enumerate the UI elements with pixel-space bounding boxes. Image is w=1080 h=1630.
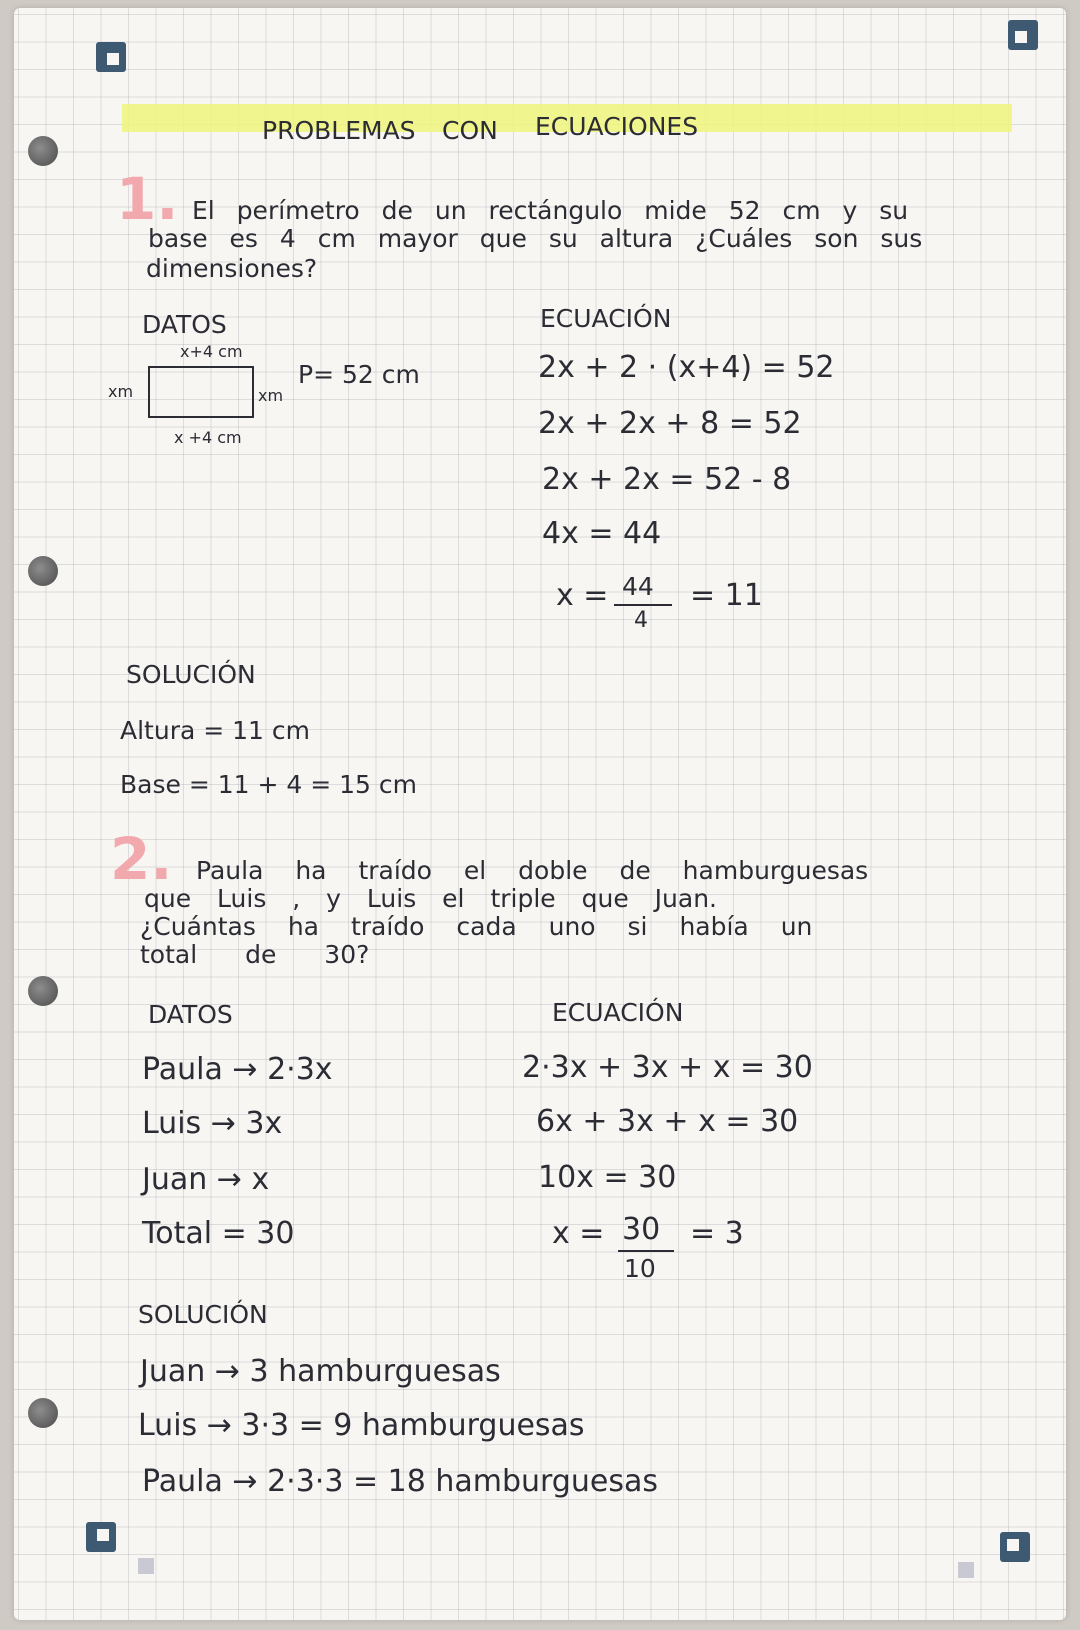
problem-statement: que Luis , y Luis el triple que Juan. [144, 884, 717, 913]
equation-step: 2x + 2 · (x+4) = 52 [538, 350, 835, 385]
fraction-bar [618, 1250, 674, 1252]
equation-step: 6x + 3x + x = 30 [536, 1104, 799, 1139]
problem-statement: base es 4 cm mayor que su altura ¿Cuáles son sus [148, 224, 923, 253]
solution-line: Juan → 3 hamburguesas [140, 1354, 501, 1389]
equation-result: = 3 [690, 1216, 744, 1251]
solucion-label: SOLUCIÓN [138, 1300, 268, 1329]
equation-step: x = [556, 578, 609, 613]
datos-line: Juan → x [142, 1162, 270, 1197]
rect-bottom-label: x +4 cm [174, 428, 242, 447]
fraction-numerator: 44 [622, 572, 654, 601]
rect-right-label: xm [258, 386, 284, 405]
datos-label: DATOS [148, 1000, 233, 1029]
solution-line: Paula → 2·3·3 = 18 hamburguesas [142, 1464, 658, 1499]
equation-step: 2·3x + 3x + x = 30 [522, 1050, 813, 1085]
page-square-mark [138, 1558, 154, 1574]
binder-hole [28, 136, 58, 166]
equation-step: 2x + 2x = 52 - 8 [542, 462, 792, 497]
binder-hole [28, 1398, 58, 1428]
corner-mark-icon [86, 1522, 116, 1552]
ecuacion-label: ECUACIÓN [540, 304, 672, 333]
title-word: PROBLEMAS [262, 116, 416, 145]
problem-statement: ¿Cuántas ha traído cada uno si había un [140, 912, 813, 941]
corner-mark-icon [1008, 20, 1038, 50]
solution-line: Luis → 3·3 = 9 hamburguesas [138, 1408, 585, 1443]
title-word: CON [442, 116, 498, 145]
problem-statement: Paula ha traído el doble de hamburguesas [196, 856, 869, 885]
rect-top-label: x+4 cm [180, 342, 243, 361]
datos-line: Total = 30 [142, 1216, 295, 1251]
problem-statement: El perímetro de un rectángulo mide 52 cm y su [192, 196, 909, 225]
equation-step: x = [552, 1216, 605, 1251]
fraction-bar [614, 604, 672, 606]
problem-number: 2. [110, 825, 173, 893]
fraction-denominator: 4 [634, 608, 648, 633]
binder-hole [28, 556, 58, 586]
datos-line: Paula → 2·3x [142, 1052, 333, 1087]
fraction-numerator: 30 [622, 1212, 661, 1247]
page-square-mark [958, 1562, 974, 1578]
datos-label: DATOS [142, 310, 227, 339]
corner-mark-icon [1000, 1532, 1030, 1562]
solution-line: Base = 11 + 4 = 15 cm [120, 770, 417, 799]
fraction-denominator: 10 [624, 1254, 656, 1283]
equation-step: 4x = 44 [542, 516, 662, 551]
title-word: ECUACIONES [535, 112, 699, 141]
problem-statement: total de 30? [140, 940, 370, 969]
problem-statement: dimensiones? [146, 254, 318, 283]
datos-line: Luis → 3x [142, 1106, 283, 1141]
solucion-label: SOLUCIÓN [126, 660, 256, 689]
rectangle-diagram [148, 366, 254, 418]
ecuacion-label: ECUACIÓN [552, 998, 684, 1027]
binder-hole [28, 976, 58, 1006]
rect-left-label: xm [108, 382, 134, 401]
corner-mark-icon [96, 42, 126, 72]
problem-number: 1. [116, 165, 179, 233]
equation-step: 10x = 30 [538, 1160, 677, 1195]
equation-result: = 11 [690, 578, 763, 613]
perimeter-value: P= 52 cm [298, 360, 420, 389]
equation-step: 2x + 2x + 8 = 52 [538, 406, 802, 441]
solution-line: Altura = 11 cm [120, 716, 310, 745]
